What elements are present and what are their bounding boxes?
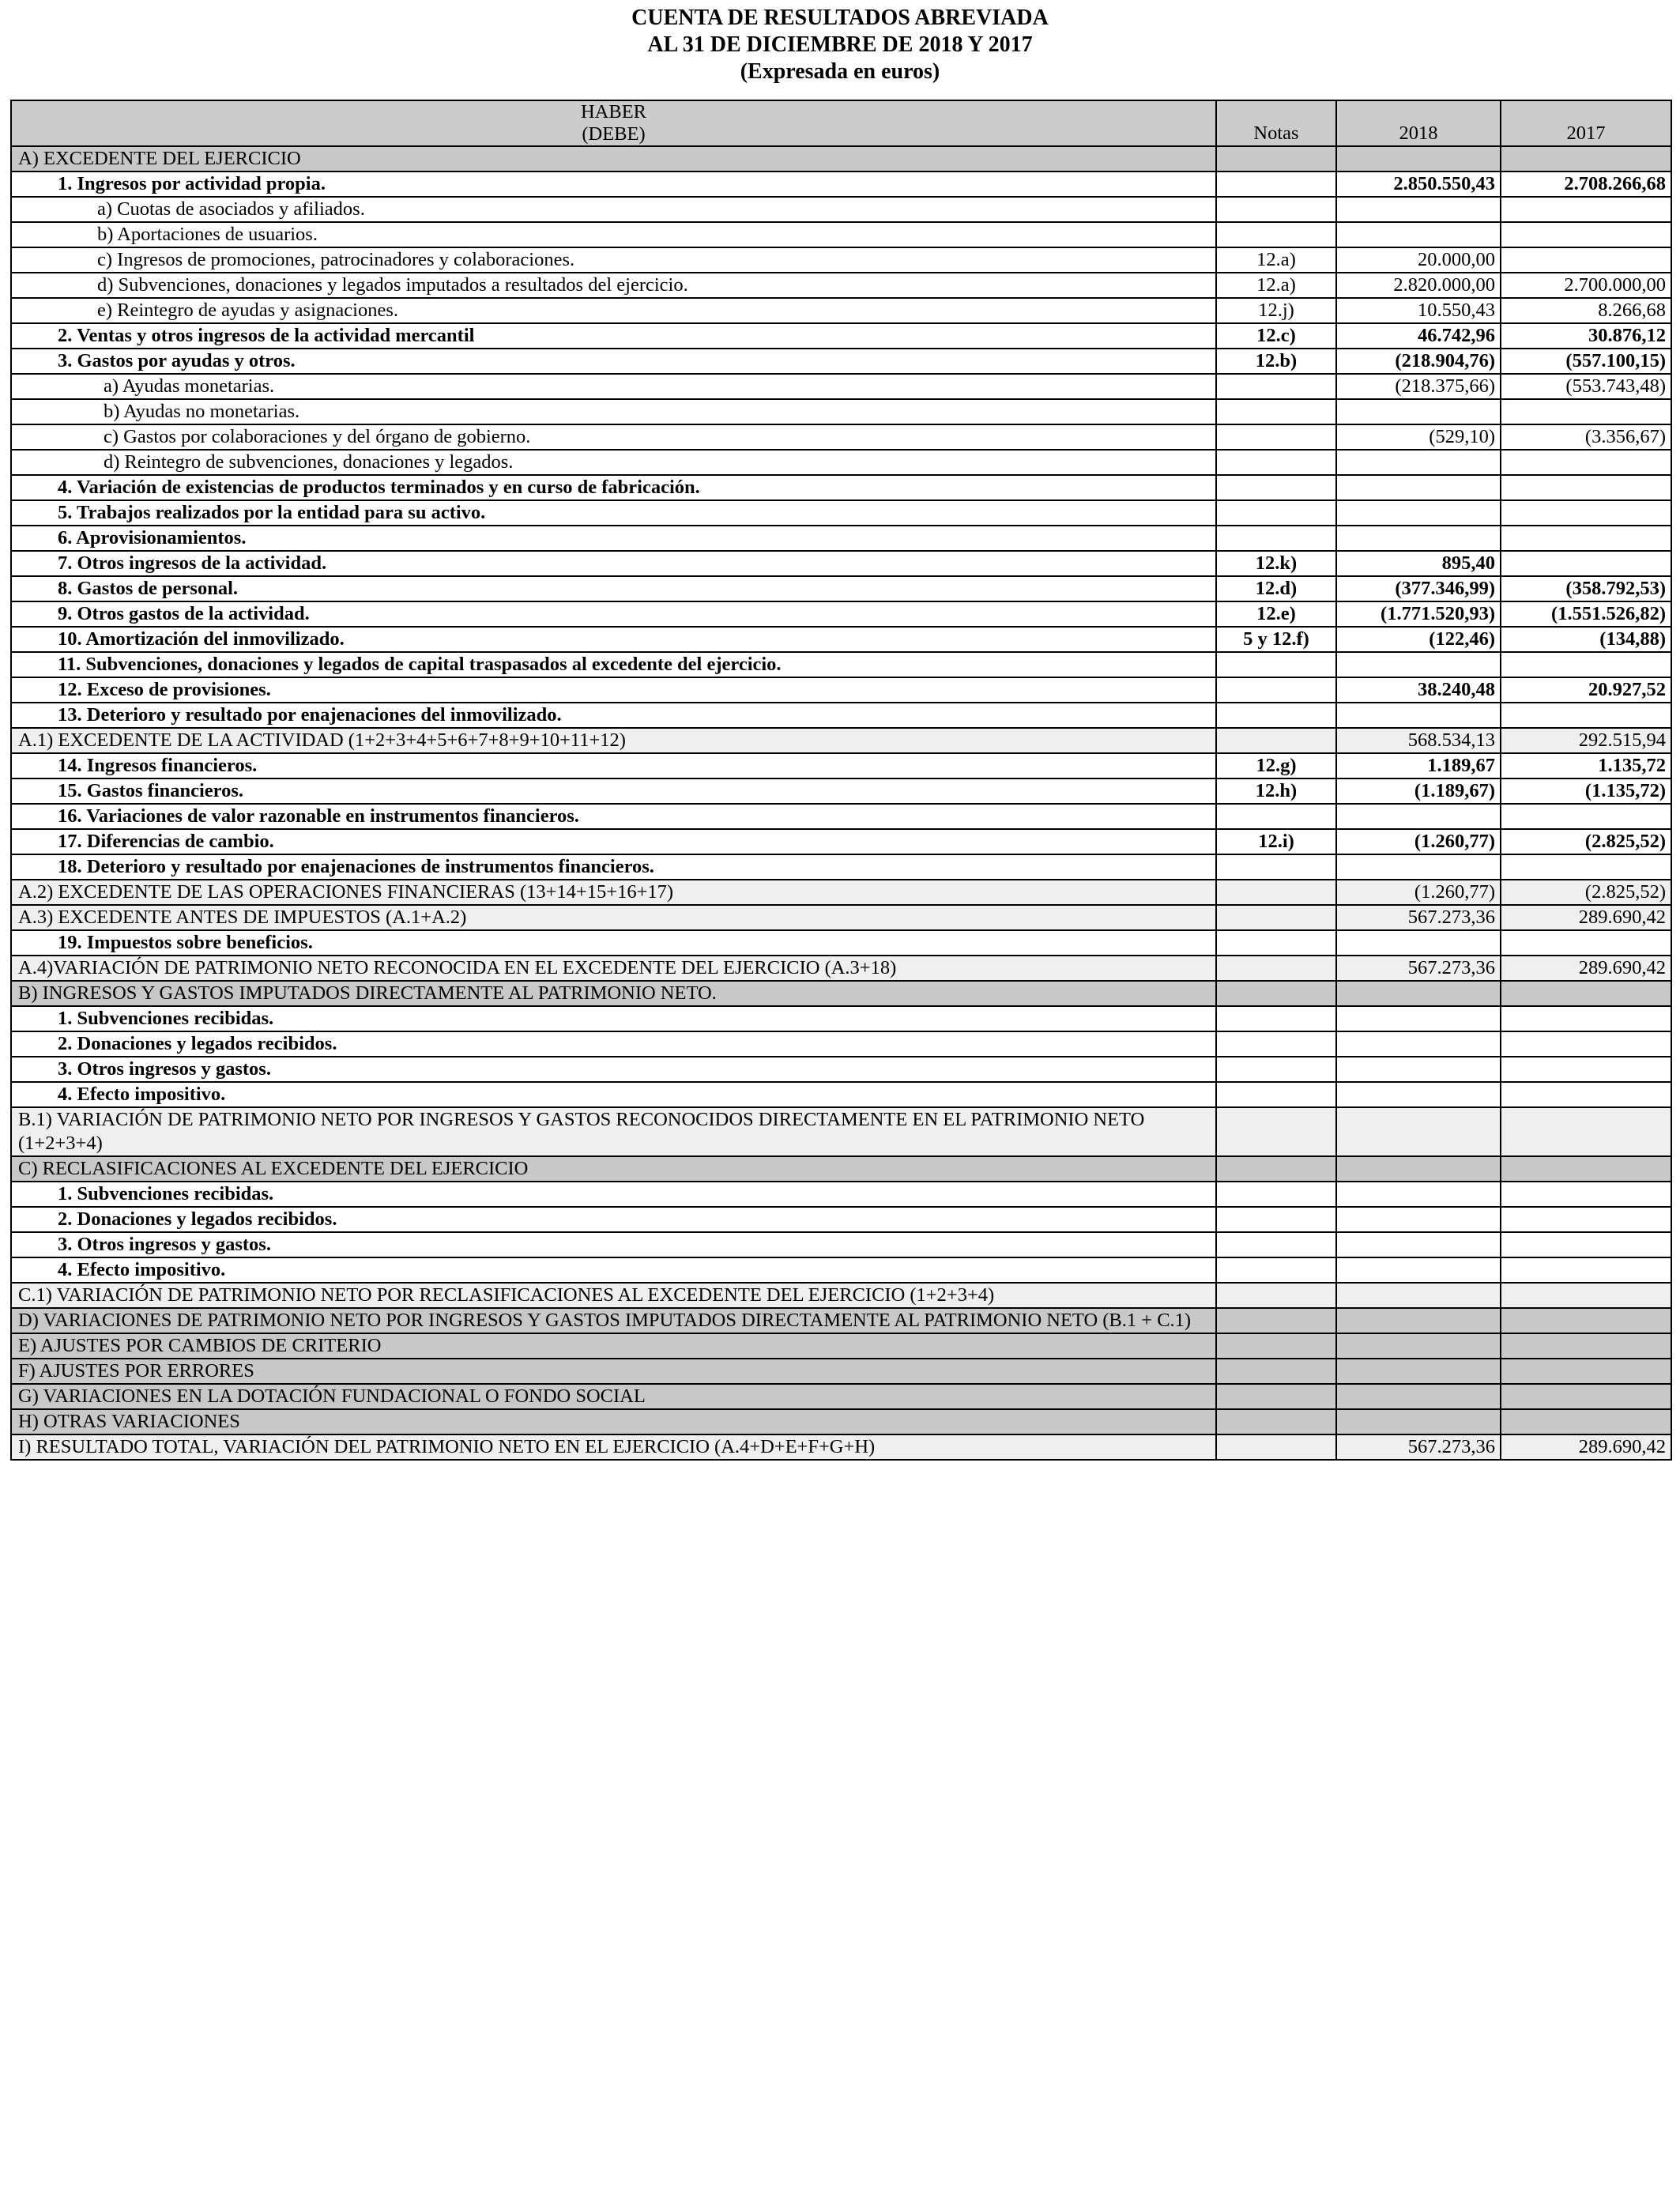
row-value-2017: [1501, 1207, 1671, 1232]
table-row: [11, 1232, 1671, 1257]
table-row: [11, 526, 1671, 551]
table-row: [11, 1182, 1671, 1207]
row-value-2018: [1336, 1031, 1501, 1057]
row-value-2017: [1501, 1031, 1671, 1057]
table-row: [11, 349, 1671, 374]
row-notes: 12.e): [1216, 601, 1336, 627]
row-value-2017: [1501, 1257, 1671, 1283]
table-row: [11, 399, 1671, 424]
row-notes: [1216, 374, 1336, 399]
row-label: 16. Variaciones de valor razonable en instrumentos financieros.: [11, 804, 1216, 829]
table-row: [11, 930, 1671, 956]
column-header-haber: HABER: [580, 101, 647, 123]
row-notes: [1216, 981, 1336, 1006]
table-row: [11, 273, 1671, 298]
row-notes: [1216, 728, 1336, 753]
row-value-2018: 2.820.000,00: [1336, 273, 1501, 298]
row-notes: [1216, 1409, 1336, 1434]
table-row: [11, 197, 1671, 222]
row-notes: [1216, 197, 1336, 222]
row-value-2018: [1336, 652, 1501, 677]
row-label: b) Ayudas no monetarias.: [11, 399, 1216, 424]
row-value-2017: [1501, 1006, 1671, 1031]
row-value-2017: 289.690,42: [1501, 905, 1671, 930]
row-value-2017: [1501, 197, 1671, 222]
row-notes: 12.h): [1216, 778, 1336, 804]
row-value-2018: [1336, 1207, 1501, 1232]
row-value-2018: (1.771.520,93): [1336, 601, 1501, 627]
table-row: [11, 981, 1671, 1006]
row-value-2017: 30.876,12: [1501, 323, 1671, 349]
table-row: [11, 677, 1671, 703]
row-label: 4. Efecto impositivo.: [11, 1082, 1216, 1107]
row-label: A.4)VARIACIÓN DE PATRIMONIO NETO RECONOCIDA EN EL EXCEDENTE DEL EJERCICIO (A.3+18): [11, 956, 1216, 981]
row-value-2018: 1.189,67: [1336, 753, 1501, 778]
report-subtitle: AL 31 DE DICIEMBRE DE 2018 Y 2017: [647, 32, 1033, 57]
row-label: B.1) VARIACIÓN DE PATRIMONIO NETO POR INGRESOS Y GASTOS RECONOCIDOS DIRECTAMENTE EN EL PATRIMONIO NETO (1+2+3+4): [11, 1107, 1216, 1156]
row-value-2017: [1501, 500, 1671, 526]
table-row: [11, 475, 1671, 500]
row-notes: [1216, 222, 1336, 247]
row-notes: [1216, 804, 1336, 829]
table-row: [11, 1156, 1671, 1182]
row-value-2018: 2.850.550,43: [1336, 172, 1501, 197]
row-value-2017: [1501, 1384, 1671, 1409]
row-label: 7. Otros ingresos de la actividad.: [11, 551, 1216, 576]
row-label: e) Reintegro de ayudas y asignaciones.: [11, 298, 1216, 323]
row-value-2017: [1501, 652, 1671, 677]
row-value-2017: [1501, 804, 1671, 829]
row-label: 1. Subvenciones recibidas.: [11, 1006, 1216, 1031]
row-notes: 12.b): [1216, 349, 1336, 374]
table-row: [11, 576, 1671, 601]
row-value-2017: 8.266,68: [1501, 298, 1671, 323]
row-value-2018: 38.240,48: [1336, 677, 1501, 703]
table-row: [11, 1006, 1671, 1031]
row-label: 18. Deterioro y resultado por enajenaciones de instrumentos financieros.: [11, 854, 1216, 880]
row-notes: 12.c): [1216, 323, 1336, 349]
row-value-2017: 2.708.266,68: [1501, 172, 1671, 197]
row-label: E) AJUSTES POR CAMBIOS DE CRITERIO: [11, 1333, 1216, 1359]
row-notes: [1216, 1434, 1336, 1460]
row-label: 17. Diferencias de cambio.: [11, 829, 1216, 854]
row-notes: [1216, 172, 1336, 197]
row-value-2017: (134,88): [1501, 627, 1671, 652]
row-notes: [1216, 399, 1336, 424]
row-value-2018: 10.550,43: [1336, 298, 1501, 323]
column-header-notas: Notas: [1216, 100, 1336, 146]
row-label: 3. Gastos por ayudas y otros.: [11, 349, 1216, 374]
table-row: [11, 1107, 1671, 1156]
row-value-2017: [1501, 1333, 1671, 1359]
row-value-2017: [1501, 1082, 1671, 1107]
row-value-2017: [1501, 1156, 1671, 1182]
row-label: a) Ayudas monetarias.: [11, 374, 1216, 399]
row-label: A.3) EXCEDENTE ANTES DE IMPUESTOS (A.1+A.2): [11, 905, 1216, 930]
table-row: [11, 880, 1671, 905]
row-label: D) VARIACIONES DE PATRIMONIO NETO POR INGRESOS Y GASTOS IMPUTADOS DIRECTAMENTE AL PATRIMONIO NETO (B.1 + C.1): [11, 1308, 1216, 1333]
row-value-2017: [1501, 1409, 1671, 1434]
row-value-2018: [1336, 930, 1501, 956]
table-row: [11, 1283, 1671, 1308]
row-notes: [1216, 1057, 1336, 1082]
row-notes: [1216, 1082, 1336, 1107]
table-row: [11, 222, 1671, 247]
row-label: 9. Otros gastos de la actividad.: [11, 601, 1216, 627]
table-row: [11, 1082, 1671, 1107]
table-row: [11, 601, 1671, 627]
row-label: G) VARIACIONES EN LA DOTACIÓN FUNDACIONAL O FONDO SOCIAL: [11, 1384, 1216, 1409]
row-label: 4. Efecto impositivo.: [11, 1257, 1216, 1283]
table-row: [11, 1257, 1671, 1283]
row-value-2018: (1.189,67): [1336, 778, 1501, 804]
row-label: B) INGRESOS Y GASTOS IMPUTADOS DIRECTAMENTE AL PATRIMONIO NETO.: [11, 981, 1216, 1006]
row-notes: [1216, 1207, 1336, 1232]
row-notes: 12.g): [1216, 753, 1336, 778]
row-label: 14. Ingresos financieros.: [11, 753, 1216, 778]
table-header-row: [11, 100, 1671, 146]
row-value-2017: [1501, 1232, 1671, 1257]
row-notes: [1216, 1359, 1336, 1384]
row-notes: [1216, 1232, 1336, 1257]
column-header-2018: 2018: [1336, 100, 1501, 146]
row-value-2018: [1336, 1308, 1501, 1333]
row-value-2017: 2.700.000,00: [1501, 273, 1671, 298]
row-value-2017: (1.135,72): [1501, 778, 1671, 804]
row-value-2018: (218.904,76): [1336, 349, 1501, 374]
row-value-2017: [1501, 1308, 1671, 1333]
table-row: [11, 804, 1671, 829]
row-value-2017: 20.927,52: [1501, 677, 1671, 703]
row-value-2018: [1336, 222, 1501, 247]
table-row: [11, 703, 1671, 728]
row-label: A.1) EXCEDENTE DE LA ACTIVIDAD (1+2+3+4+5+6+7+8+9+10+11+12): [11, 728, 1216, 753]
row-value-2017: [1501, 526, 1671, 551]
row-value-2017: (358.792,53): [1501, 576, 1671, 601]
row-value-2018: 20.000,00: [1336, 247, 1501, 273]
row-notes: 12.d): [1216, 576, 1336, 601]
row-value-2018: 46.742,96: [1336, 323, 1501, 349]
row-value-2017: [1501, 1107, 1671, 1156]
row-label: 3. Otros ingresos y gastos.: [11, 1057, 1216, 1082]
row-value-2018: [1336, 1359, 1501, 1384]
table-row: [11, 829, 1671, 854]
row-value-2017: 289.690,42: [1501, 1434, 1671, 1460]
row-value-2018: [1336, 1082, 1501, 1107]
report-title: CUENTA DE RESULTADOS ABREVIADA: [631, 6, 1049, 30]
row-label: 8. Gastos de personal.: [11, 576, 1216, 601]
column-header-2017: 2017: [1501, 100, 1671, 146]
row-value-2018: [1336, 1409, 1501, 1434]
row-notes: [1216, 1006, 1336, 1031]
row-label: c) Gastos por colaboraciones y del órgano de gobierno.: [11, 424, 1216, 450]
table-row: [11, 1409, 1671, 1434]
row-notes: [1216, 905, 1336, 930]
row-value-2018: [1336, 399, 1501, 424]
row-value-2018: [1336, 1182, 1501, 1207]
table-row: [11, 1384, 1671, 1409]
row-notes: [1216, 1156, 1336, 1182]
row-label: 5. Trabajos realizados por la entidad para su activo.: [11, 500, 1216, 526]
row-value-2018: [1336, 1257, 1501, 1283]
row-value-2017: [1501, 475, 1671, 500]
row-value-2018: [1336, 1384, 1501, 1409]
row-value-2017: [1501, 551, 1671, 576]
row-label: d) Subvenciones, donaciones y legados imputados a resultados del ejercicio.: [11, 273, 1216, 298]
row-label: 2. Donaciones y legados recibidos.: [11, 1207, 1216, 1232]
row-value-2017: [1501, 981, 1671, 1006]
table-row: [11, 1031, 1671, 1057]
row-value-2018: [1336, 526, 1501, 551]
table-row: [11, 500, 1671, 526]
row-notes: [1216, 500, 1336, 526]
row-value-2018: (377.346,99): [1336, 576, 1501, 601]
row-value-2017: (553.743,48): [1501, 374, 1671, 399]
row-value-2018: [1336, 703, 1501, 728]
row-value-2018: (122,46): [1336, 627, 1501, 652]
row-label: A.2) EXCEDENTE DE LAS OPERACIONES FINANCIERAS (13+14+15+16+17): [11, 880, 1216, 905]
row-value-2017: [1501, 1359, 1671, 1384]
row-value-2018: [1336, 146, 1501, 172]
row-label: b) Aportaciones de usuarios.: [11, 222, 1216, 247]
row-value-2017: [1501, 930, 1671, 956]
row-label: H) OTRAS VARIACIONES: [11, 1409, 1216, 1434]
row-value-2018: (529,10): [1336, 424, 1501, 450]
row-label: I) RESULTADO TOTAL, VARIACIÓN DEL PATRIMONIO NETO EN EL EJERCICIO (A.4+D+E+F+G+H): [11, 1434, 1216, 1460]
table-row: [11, 172, 1671, 197]
row-notes: [1216, 526, 1336, 551]
row-notes: 12.a): [1216, 273, 1336, 298]
row-value-2017: [1501, 1283, 1671, 1308]
row-label: 6. Aprovisionamientos.: [11, 526, 1216, 551]
report-header: [0, 5, 1680, 85]
table-row: [11, 323, 1671, 349]
row-notes: [1216, 1308, 1336, 1333]
row-value-2018: [1336, 1057, 1501, 1082]
row-label: A) EXCEDENTE DEL EJERCICIO: [11, 146, 1216, 172]
row-label: 1. Subvenciones recibidas.: [11, 1182, 1216, 1207]
column-header-concept: [11, 100, 1216, 146]
table-row: [11, 1359, 1671, 1384]
row-value-2017: (1.551.526,82): [1501, 601, 1671, 627]
row-label: 2. Donaciones y legados recibidos.: [11, 1031, 1216, 1057]
table-row: [11, 1308, 1671, 1333]
row-label: c) Ingresos de promociones, patrocinadores y colaboraciones.: [11, 247, 1216, 273]
row-value-2018: [1336, 1006, 1501, 1031]
row-notes: [1216, 854, 1336, 880]
row-notes: [1216, 652, 1336, 677]
row-value-2017: 292.515,94: [1501, 728, 1671, 753]
row-label: 10. Amortización del inmovilizado.: [11, 627, 1216, 652]
row-notes: [1216, 677, 1336, 703]
row-notes: 12.i): [1216, 829, 1336, 854]
row-value-2017: 289.690,42: [1501, 956, 1671, 981]
row-value-2018: [1336, 1232, 1501, 1257]
row-value-2018: [1336, 197, 1501, 222]
row-label: d) Reintegro de subvenciones, donaciones y legados.: [11, 450, 1216, 475]
row-label: C) RECLASIFICACIONES AL EXCEDENTE DEL EJERCICIO: [11, 1156, 1216, 1182]
table-row: [11, 652, 1671, 677]
report-currency-note: (Expresada en euros): [740, 59, 940, 84]
row-value-2017: [1501, 222, 1671, 247]
row-value-2017: (3.356,67): [1501, 424, 1671, 450]
table-row: [11, 146, 1671, 172]
row-notes: [1216, 930, 1336, 956]
row-value-2017: [1501, 247, 1671, 273]
table-row: [11, 778, 1671, 804]
row-notes: [1216, 146, 1336, 172]
table-row: [11, 1207, 1671, 1232]
row-notes: [1216, 1182, 1336, 1207]
row-value-2018: [1336, 804, 1501, 829]
row-value-2018: [1336, 500, 1501, 526]
row-notes: [1216, 424, 1336, 450]
row-value-2018: (1.260,77): [1336, 829, 1501, 854]
table-body: [11, 146, 1671, 1460]
table-row: [11, 1057, 1671, 1082]
row-value-2017: (2.825,52): [1501, 829, 1671, 854]
row-notes: [1216, 1333, 1336, 1359]
table-row: [11, 728, 1671, 753]
row-label: 12. Exceso de provisiones.: [11, 677, 1216, 703]
row-notes: 12.k): [1216, 551, 1336, 576]
row-value-2017: 1.135,72: [1501, 753, 1671, 778]
row-value-2018: (218.375,66): [1336, 374, 1501, 399]
row-notes: [1216, 1283, 1336, 1308]
table-row: [11, 450, 1671, 475]
row-label: 4. Variación de existencias de productos terminados y en curso de fabricación.: [11, 475, 1216, 500]
row-value-2018: 567.273,36: [1336, 1434, 1501, 1460]
row-value-2017: [1501, 854, 1671, 880]
row-value-2017: (2.825,52): [1501, 880, 1671, 905]
table-row: [11, 627, 1671, 652]
row-value-2017: [1501, 399, 1671, 424]
row-value-2018: [1336, 854, 1501, 880]
row-notes: [1216, 475, 1336, 500]
row-value-2017: [1501, 146, 1671, 172]
table-row: [11, 374, 1671, 399]
column-header-debe: (DEBE): [582, 123, 646, 145]
row-notes: [1216, 1257, 1336, 1283]
table-row: [11, 1333, 1671, 1359]
row-value-2018: [1336, 1333, 1501, 1359]
row-label: 3. Otros ingresos y gastos.: [11, 1232, 1216, 1257]
row-value-2018: [1336, 1156, 1501, 1182]
row-notes: [1216, 450, 1336, 475]
row-notes: 12.j): [1216, 298, 1336, 323]
row-value-2017: [1501, 1057, 1671, 1082]
row-label: 13. Deterioro y resultado por enajenaciones del inmovilizado.: [11, 703, 1216, 728]
row-label: 19. Impuestos sobre beneficios.: [11, 930, 1216, 956]
row-value-2017: (557.100,15): [1501, 349, 1671, 374]
table-row: [11, 905, 1671, 930]
row-notes: [1216, 1031, 1336, 1057]
row-notes: [1216, 1107, 1336, 1156]
row-label: 2. Ventas y otros ingresos de la actividad mercantil: [11, 323, 1216, 349]
row-value-2017: [1501, 703, 1671, 728]
row-label: 15. Gastos financieros.: [11, 778, 1216, 804]
row-value-2018: (1.260,77): [1336, 880, 1501, 905]
row-label: 11. Subvenciones, donaciones y legados de capital traspasados al excedente del ejercicio.: [11, 652, 1216, 677]
table-row: [11, 424, 1671, 450]
table-row: [11, 551, 1671, 576]
row-label: a) Cuotas de asociados y afiliados.: [11, 197, 1216, 222]
row-value-2018: 568.534,13: [1336, 728, 1501, 753]
row-value-2018: 567.273,36: [1336, 905, 1501, 930]
row-notes: [1216, 956, 1336, 981]
row-value-2018: [1336, 450, 1501, 475]
row-notes: [1216, 1384, 1336, 1409]
row-value-2018: [1336, 981, 1501, 1006]
table-row: [11, 956, 1671, 981]
table-row: [11, 753, 1671, 778]
row-notes: [1216, 703, 1336, 728]
row-notes: 5 y 12.f): [1216, 627, 1336, 652]
row-value-2017: [1501, 1182, 1671, 1207]
income-statement-table: [10, 100, 1672, 1461]
table-row: [11, 298, 1671, 323]
row-value-2018: [1336, 1107, 1501, 1156]
table-row: [11, 247, 1671, 273]
row-label: 1. Ingresos por actividad propia.: [11, 172, 1216, 197]
row-value-2018: 567.273,36: [1336, 956, 1501, 981]
row-value-2018: [1336, 1283, 1501, 1308]
row-notes: 12.a): [1216, 247, 1336, 273]
row-label: F) AJUSTES POR ERRORES: [11, 1359, 1216, 1384]
row-value-2018: 895,40: [1336, 551, 1501, 576]
table-row: [11, 1434, 1671, 1460]
row-label: C.1) VARIACIÓN DE PATRIMONIO NETO POR RECLASIFICACIONES AL EXCEDENTE DEL EJERCICIO (1+2+3+4): [11, 1283, 1216, 1308]
table-row: [11, 854, 1671, 880]
row-value-2017: [1501, 450, 1671, 475]
row-notes: [1216, 880, 1336, 905]
row-value-2018: [1336, 475, 1501, 500]
